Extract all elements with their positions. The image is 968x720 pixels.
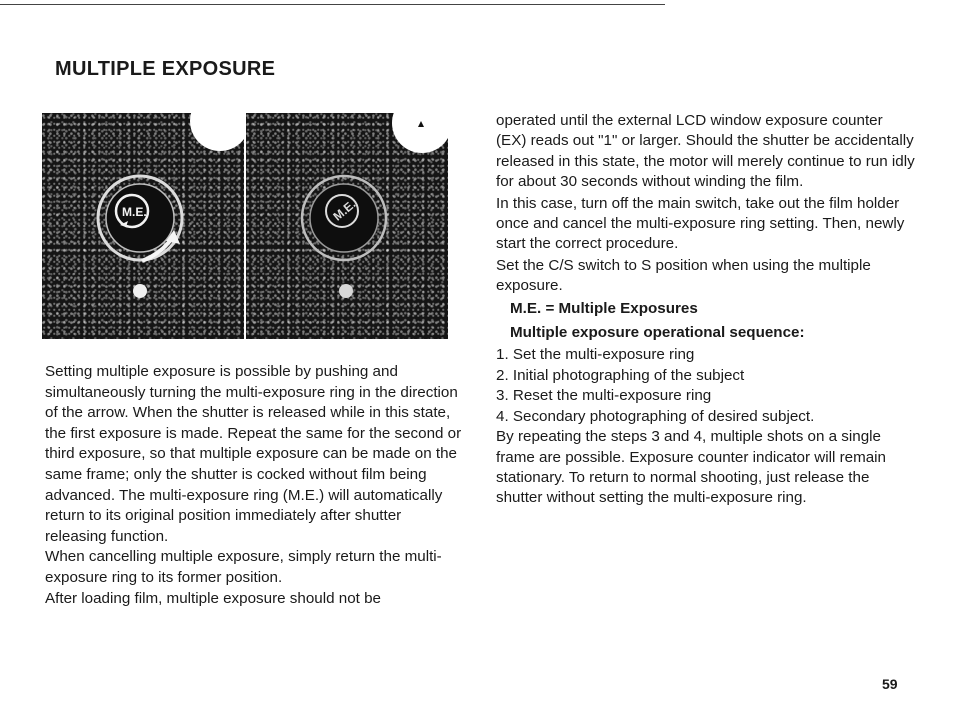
sequence-steps xyxy=(496,345,916,427)
page-title: MULTIPLE EXPOSURE xyxy=(55,58,276,80)
paragraph-setting-multiple-exposure: Setting multiple exposure is possible by pushing and simultaneously turning the multi-exposure ring in the direction of the arrow. When the shutter is released while in this state, the first exposure is made. Repeat the same for the second or third exposure, so that multiple exposure can be made on the same frame; only the shutter is cocked without film being advanced. The multi-exposure ring (M.E.) will automatically return to its original position immediately after shutter releasing function. xyxy=(45,363,462,545)
corner-knob xyxy=(392,113,448,153)
paragraph-cs-switch: Set the C/S switch to S position when using the multiple exposure. xyxy=(496,256,871,295)
corner-knob xyxy=(190,113,244,151)
photo-dial-set-illustration xyxy=(42,113,244,339)
paragraph-after-loading: After loading film, multiple exposure should not be xyxy=(45,589,382,607)
page-number: 59 xyxy=(882,676,898,692)
me-mark-label: M.E. xyxy=(122,205,147,219)
sequence-step: 2. Initial photographing of the subject xyxy=(496,366,745,384)
indicator-dot xyxy=(133,284,147,298)
sequence-step: 1. Set the multi-exposure ring xyxy=(496,346,695,364)
me-mark-label: M.E. xyxy=(330,196,359,224)
sequence-step: 3. Reset the multi-exposure ring xyxy=(496,387,712,405)
right-column xyxy=(496,111,916,509)
photo-dial-set xyxy=(42,113,244,339)
top-rule xyxy=(0,4,665,5)
paragraph-in-this-case: In this case, turn off the main switch, take out the film holder once and cancel the multi-exposure ring setting. Then, newly start the correct procedure. xyxy=(496,194,905,253)
indicator-dot xyxy=(339,284,353,298)
left-column xyxy=(45,362,465,609)
photo-dial-rotated xyxy=(246,113,448,339)
paragraph-repeating-steps: By repeating the steps 3 and 4, multiple shots on a single frame are possible. Exposure counter indicator will remain stationary. To return to normal shooting, just release the shutter without setting the multi-exposure ring. xyxy=(496,428,886,507)
sequence-step: 4. Secondary photographing of desired subject. xyxy=(496,407,815,425)
me-definition: M.E. = Multiple Exposures xyxy=(510,299,698,317)
paragraph-lcd-counter: operated until the external LCD window exposure counter (EX) reads out "1" or larger. Should the shutter be accidentally released in this state, the motor will merely continue to run idly for about 30 seconds without winding the film. xyxy=(496,112,915,191)
sequence-heading: Multiple exposure operational sequence: xyxy=(510,324,805,342)
paragraph-cancelling: When cancelling multiple exposure, simply return the multi-exposure ring to its former position. xyxy=(45,548,442,586)
photo-dial-rotated-illustration xyxy=(246,113,448,339)
